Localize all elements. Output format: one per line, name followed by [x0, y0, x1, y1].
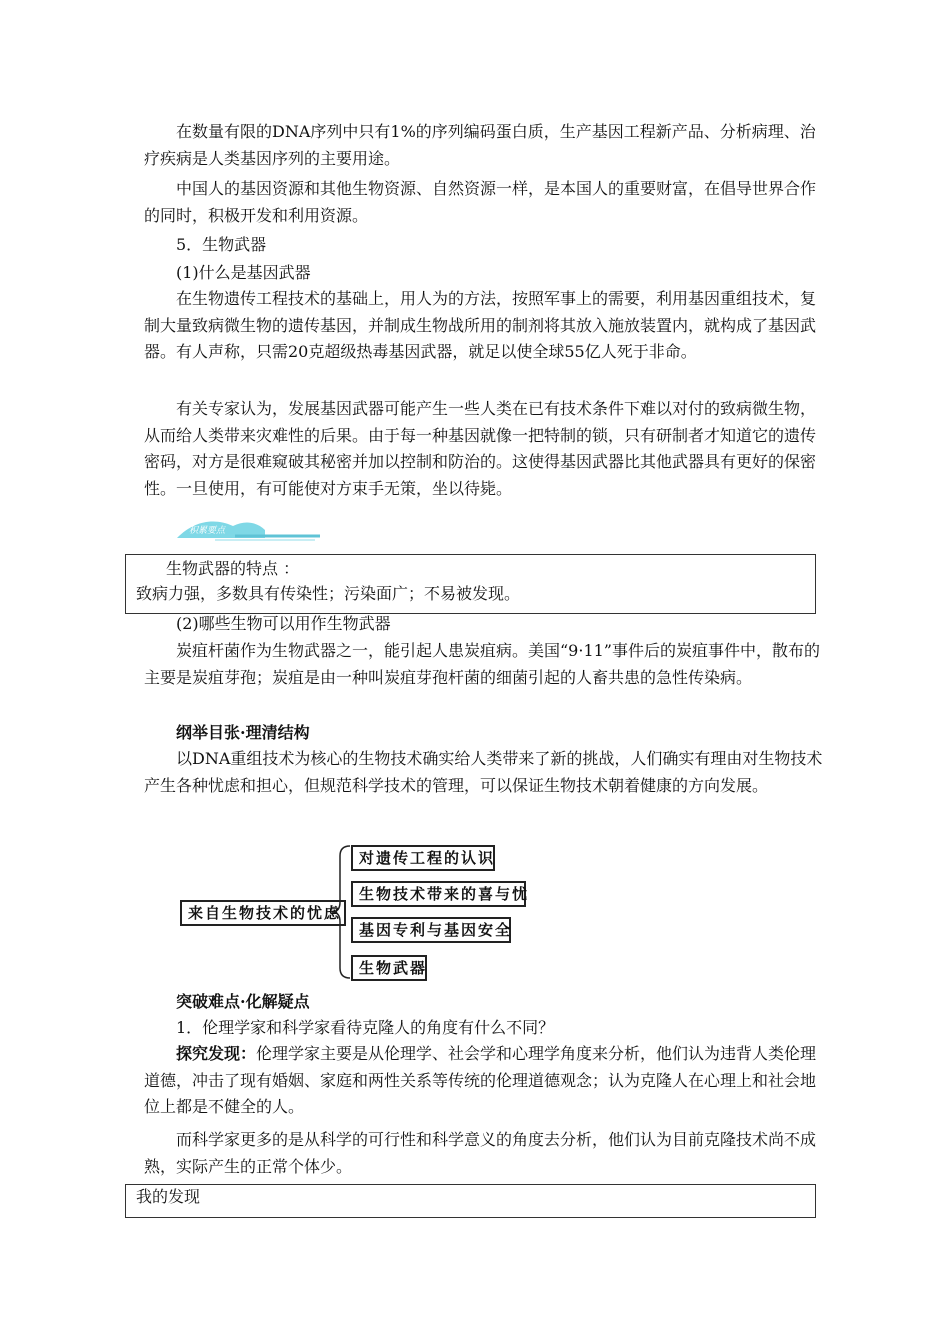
diagram-branch-joy-and-worry: 生物技术带来的喜与忧: [351, 881, 526, 907]
logo-text: 积累要点: [189, 526, 226, 536]
bio-weapon-features-box: [125, 554, 816, 614]
paragraph-anthrax: 炭疽杆菌作为生物武器之一，能引起人患炭疽病。美国“9·11”事件后的炭疽事件中，散布的主要是炭疽芽孢；炭疽是由一种叫炭疽芽孢杆菌的细菌引起的人畜共患的急性传染病。: [144, 641, 820, 687]
paragraph-gene-weapon-definition: 在生物遗传工程技术的基础上，用人为的方法，按照军事上的需要，利用基因重组技术，复制大量致病微生物的遗传基因，并制成生物战所用的制剂将其放入施放装置内，就构成了基因武器。有人声称，只需20克超级热毒基因武器，就足以使全球55亿人死于非命。: [144, 289, 817, 361]
box-content: 致病力强，多数具有传染性；污染面广；不易被发现。: [136, 584, 521, 603]
my-findings-box: [125, 1184, 816, 1218]
key-points-logo: [175, 516, 320, 544]
diagram-branch-bio-weapons: 生物武器: [351, 955, 427, 981]
diagram-branch-gene-patent: 基因专利与基因安全: [351, 917, 511, 943]
subheading-which-organisms: (2)哪些生物可以用作生物武器: [176, 614, 391, 633]
section-difficulty-heading: 突破难点·化解疑点: [176, 992, 310, 1011]
heading-bio-weapons: 5．生物武器: [176, 235, 267, 254]
paragraph-explore-finding: [144, 1041, 824, 1121]
diagram-branch-genetic-engineering: 对遗传工程的认识: [351, 845, 495, 871]
paragraph-gene-resources: 中国人的基因资源和其他生物资源、自然资源一样，是本国人的重要财富，在倡导世界合作的同时，积极开发和利用资源。: [144, 179, 817, 225]
paragraph-expert-opinion: 有关专家认为，发展基因武器可能产生一些人类在已有技术条件下难以对付的致病微生物，从而给人类带来灾难性的后果。由于每一种基因就像一把特制的锁，只有研制者才知道它的遗传密码，对方是很难窥破其秘密并加以控制和防治的。这使得基因武器比其他武器具有更好的保密性。一旦使用，有可能使对方束手无策，坐以待毙。: [144, 399, 817, 498]
paragraph-dna-sequence: 在数量有限的DNA序列中只有1%的序列编码蛋白质，生产基因工程新产品、分析病理、治疗疾病是人类基因序列的主要用途。: [144, 122, 816, 168]
section-structure-heading: 纲举目张·理清结构: [176, 723, 310, 742]
explore-text: 伦理学家主要是从伦理学、社会学和心理学角度来分析，他们认为违背人类伦理道德，冲击了现有婚姻、家庭和两性关系等传统的伦理道德观念；认为克隆人在心理上和社会地位上都是不健全的人。: [144, 1044, 817, 1116]
diagram-root: 来自生物技术的忧虑: [180, 900, 346, 926]
explore-label: 探究发现：: [176, 1044, 257, 1063]
my-findings-title: 我的发现: [136, 1187, 201, 1206]
box-title: 生物武器的特点 ：: [166, 559, 300, 578]
question-1: 1．伦理学家和科学家看待克隆人的角度有什么不同？: [176, 1018, 555, 1037]
subheading-what-is-gene-weapon: (1)什么是基因武器: [176, 263, 311, 282]
paragraph-dna-recombination: 以DNA重组技术为核心的生物技术确实给人类带来了新的挑战，人们确实有理由对生物技术产生各种忧虑和担心，但规范科学技术的管理，可以保证生物技术朝着健康的方向发展。: [144, 749, 823, 795]
paragraph-scientist-view: 而科学家更多的是从科学的可行性和科学意义的角度去分析，他们认为目前克隆技术尚不成熟，实际产生的正常个体少。: [144, 1130, 817, 1176]
